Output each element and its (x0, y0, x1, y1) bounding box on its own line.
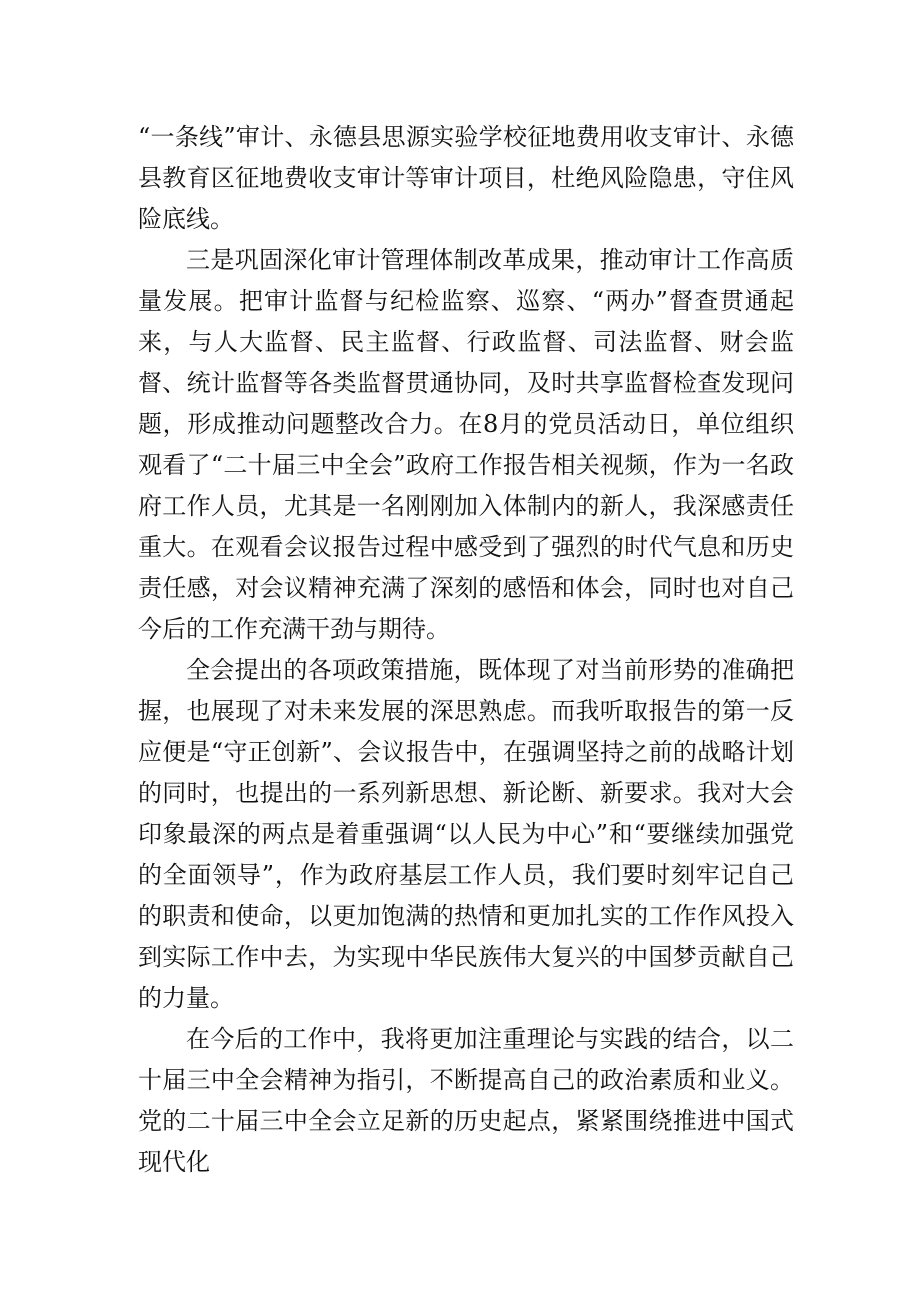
paragraph-3: 全会提出的各项政策措施，既体现了对当前形势的准确把握，也展现了对未来发展的深思熟虑。而我听取报告的第一反应便是“守正创新”、会议报告中，在强调坚持之前的战略计划的同时，也提出的一系列新思想、新论断、新要求。我对大会印象最深的两点是着重强调“以人民为中心”和“要继续加强党的全面领导”，作为政府基层工作人员，我们要时刻牢记自己的职责和使命，以更加饱满的热情和更加扎实的工作作风投入到实际工作中去，为实现中华民族伟大复兴的中国梦贡献自己的力量。 (138, 656, 794, 1012)
paragraph-1: “一条线”审计、永德县思源实验学校征地费用收支审计、永德县教育区征地费收支审计等审计项目，杜绝风险隐患，守住风险底线。 (138, 123, 794, 233)
paragraph-4: 在今后的工作中，我将更加注重理论与实践的结合，以二十届三中全会精神为指引，不断提高自己的政治素质和业义。党的二十届三中全会立足新的历史起点，紧紧围绕推进中国式现代化 (138, 1025, 794, 1176)
paragraph-2: 三是巩固深化审计管理体制改革成果，推动审计工作高质量发展。把审计监督与纪检监察、巡察、“两办”督查贯通起来，与人大监督、民主监督、行政监督、司法监督、财会监督、统计监督等各类监督贯通协同，及时共享监督检查发现问题，形成推动问题整改合力。在8月的党员活动日，单位组织观看了“二十届三中全会”政府工作报告相关视频，作为一名政府工作人员，尤其是一名刚刚加入体制内的新人，我深感责任重大。在观看会议报告过程中感受到了强烈的时代气息和历史责任感，对会议精神充满了深刻的感悟和体会，同时也对自己今后的工作充满干劲与期待。 (138, 246, 794, 643)
document-body (138, 117, 794, 1183)
